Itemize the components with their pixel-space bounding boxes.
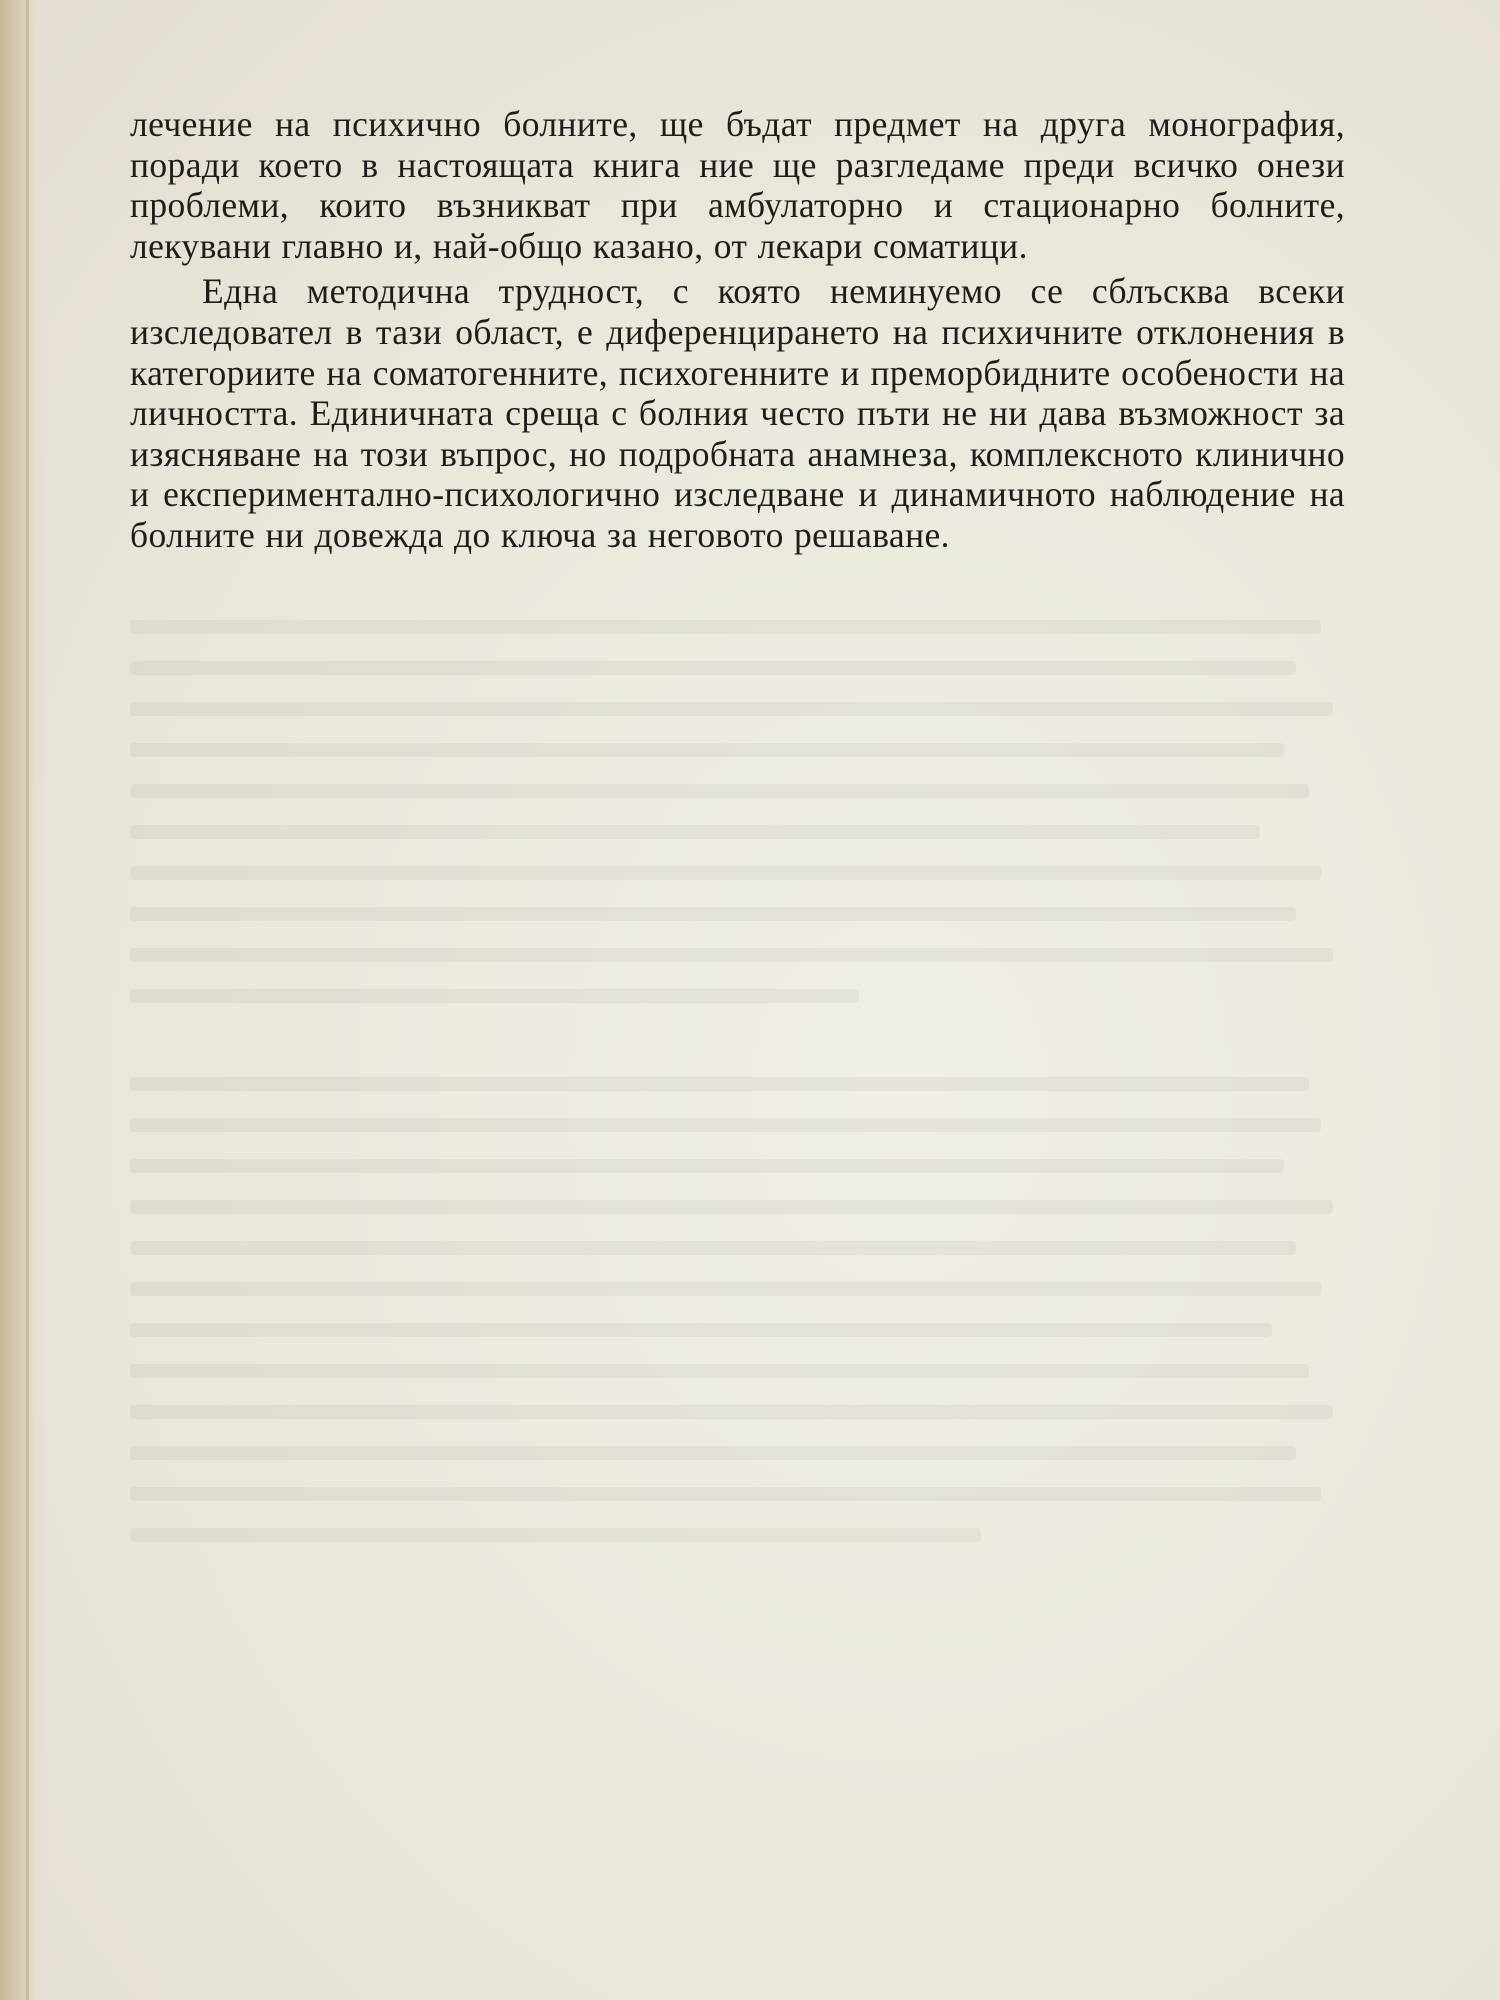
bleed-through-text <box>130 620 1345 1720</box>
paragraph-2: Една методична трудност, с която неминуемо се сблъсква всеки изследовател в тази област, е диференцирането на психичните отклонения в категориите на соматогенните, психогенните и преморбидните особености на личността. Единичната среща с болния често пъти не ни дава възможност за изясняване на този въпрос, но подробната анамнеза, комплексното клинично и експериментално-психологично изследване и динамичното наблюдение на болните ни довежда до ключа за неговото решаване. <box>130 271 1345 555</box>
paragraph-1: лечение на психично болните, ще бъдат предмет на друга монография, поради което в настоящата книга ние ще разгледаме преди всичко онези проблеми, които възникват при амбулаторно и стационарно болните, лекувани главно и, най-общо казано, от лекари соматици. <box>130 104 1345 266</box>
body-text <box>130 104 1345 556</box>
page-binding-shadow <box>0 0 48 2000</box>
page-binding-edge <box>26 0 29 2000</box>
